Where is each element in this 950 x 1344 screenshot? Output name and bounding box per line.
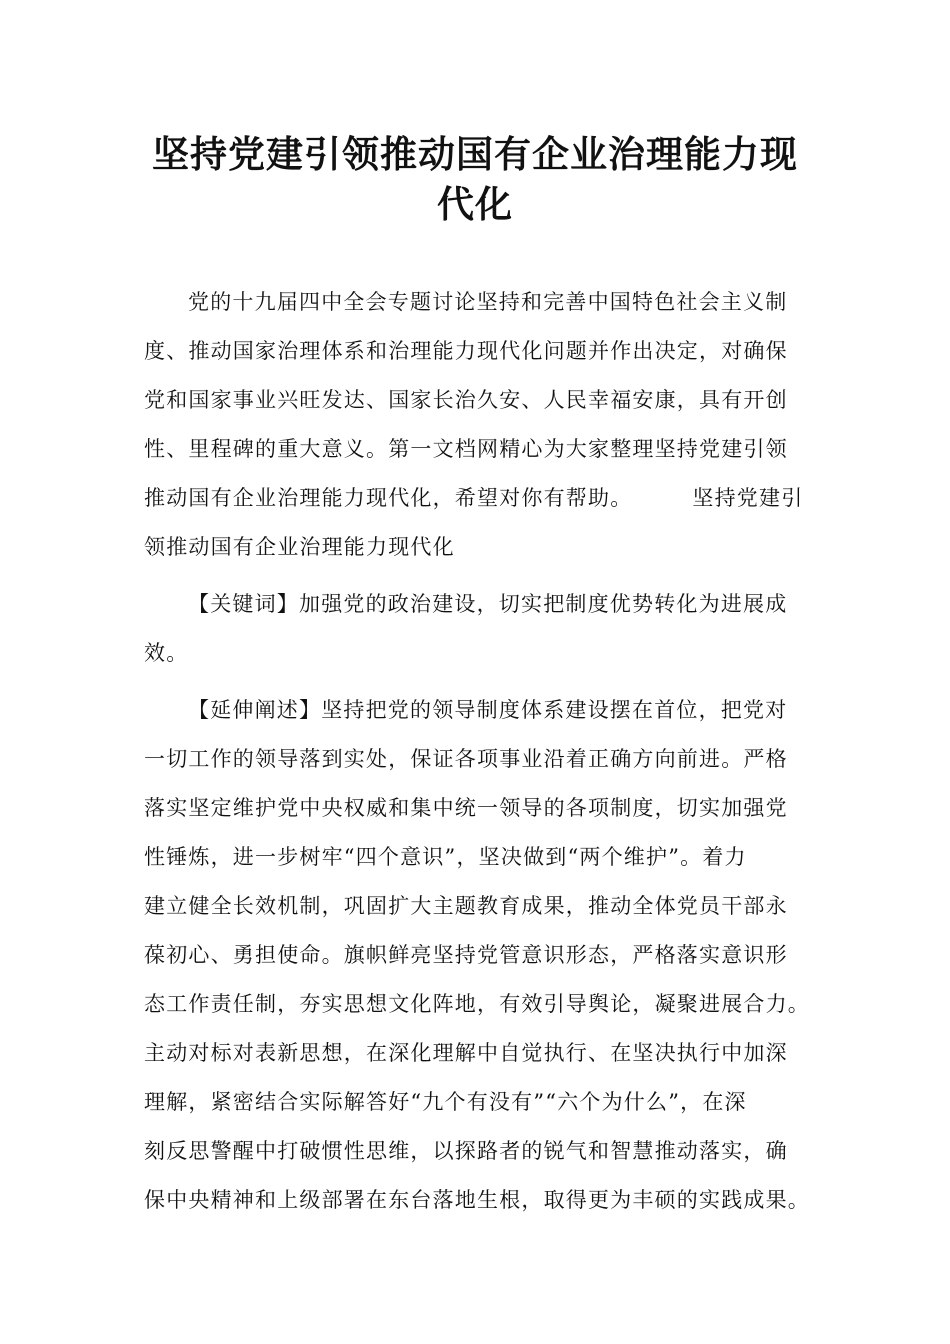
paragraph-1-line-5-text: 推动国有企业治理能力现代化，希望对你有帮助。: [144, 486, 633, 510]
paragraph-3-line-6: 葆初心、勇担使命。旗帜鲜亮坚持党管意识形态，严格落实意识形: [144, 943, 788, 967]
paragraph-3-line-11: 保中央精神和上级部署在东台落地生根，取得更为丰硕的实践成果。: [144, 1188, 810, 1212]
paragraph-3-line-2: 一切工作的领导落到实处，保证各项事业沿着正确方向前进。严格: [144, 747, 788, 771]
paragraph-3-line-3: 落实坚定维护党中央权威和集中统一领导的各项制度，切实加强党: [144, 796, 788, 820]
paragraph-1-line-1: 党的十九届四中全会专题讨论坚持和完善中国特色社会主义制: [188, 290, 788, 314]
paragraph-1-inline-tail: 坚持党建引: [692, 486, 804, 510]
paragraph-3-line-7: 态工作责任制，夯实思想文化阵地，有效引导舆论，凝聚进展合力。: [144, 992, 810, 1016]
paragraph-2-line-1: 【关键词】加强党的政治建设，切实把制度优势转化为进展成: [188, 592, 788, 616]
paragraph-3-line-5: 建立健全长效机制，巩固扩大主题教育成果，推动全体党员干部永: [144, 894, 788, 918]
paragraph-3-line-9: 理解，紧密结合实际解答好“九个有没有”“六个为什么”，在深: [144, 1090, 747, 1114]
document-body: [144, 278, 824, 1225]
document-title-line-2: 代化: [437, 183, 513, 226]
paragraph-3-line-10: 刻反思警醒中打破惯性思维，以探路者的锐气和智慧推动落实，确: [144, 1139, 788, 1163]
paragraph-1-line-4: 性、里程碑的重大意义。第一文档网精心为大家整理坚持党建引领: [144, 437, 788, 461]
paragraph-3-line-4: 性锤炼，进一步树牢“四个意识”，坚决做到“两个维护”。着力: [144, 845, 747, 869]
paragraph-3-line-8: 主动对标对表新思想，在深化理解中自觉执行、在坚决执行中加深: [144, 1041, 788, 1065]
document-title-line-1: 坚持党建引领推动国有企业治理能力现: [152, 133, 798, 176]
paragraph-1-line-6: 领推动国有企业治理能力现代化: [144, 535, 455, 559]
paragraph-1-line-3: 党和国家事业兴旺发达、国家长治久安、人民幸福安康，具有开创: [144, 388, 788, 412]
paragraph-2-line-2: 效。: [144, 641, 189, 665]
paragraph-1-line-2: 度、推动国家治理体系和治理能力现代化问题并作出决定，对确保: [144, 339, 788, 363]
paragraph-1-line-5: [144, 474, 824, 523]
paragraph-3-line-1: 【延伸阐述】坚持把党的领导制度体系建设摆在首位，把党对: [188, 698, 788, 722]
